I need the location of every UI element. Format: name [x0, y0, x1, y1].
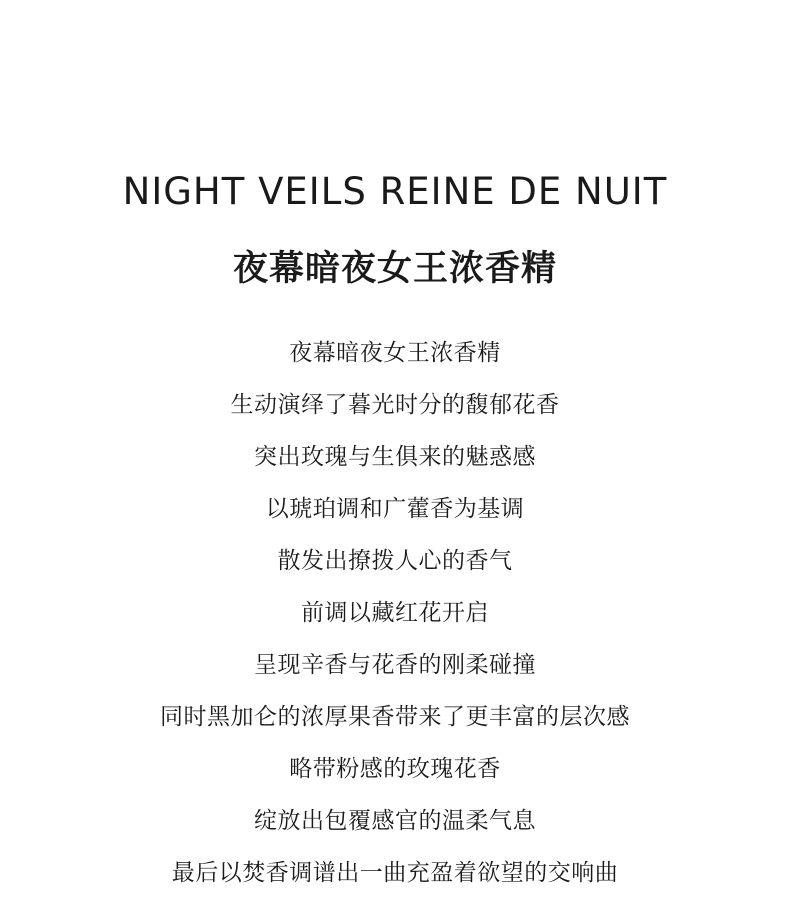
title-english: NIGHT VEILS REINE DE NUIT — [122, 169, 668, 213]
description-line: 同时黑加仑的浓厚果香带来了更丰富的层次感 — [160, 704, 630, 730]
description-line: 前调以藏红花开启 — [301, 600, 489, 626]
description-line: 呈现辛香与花香的刚柔碰撞 — [254, 652, 536, 678]
description-line: 生动演绎了暮光时分的馥郁花香 — [230, 392, 560, 418]
description-line: 散发出撩拨人心的香气 — [277, 548, 513, 574]
description-line: 最后以焚香调谱出一曲充盈着欲望的交响曲 — [171, 860, 619, 886]
title-chinese: 夜幕暗夜女王浓香精 — [232, 249, 557, 290]
description-line: 略带粉感的玫瑰花香 — [289, 756, 501, 782]
description-line: 以琥珀调和广藿香为基调 — [265, 496, 525, 522]
description-line: 突出玫瑰与生俱来的魅惑感 — [254, 444, 536, 470]
description-line: 夜幕暗夜女王浓香精 — [289, 340, 501, 366]
description-lines — [0, 333, 790, 905]
description-line: 绽放出包覆感官的温柔气息 — [254, 808, 536, 834]
